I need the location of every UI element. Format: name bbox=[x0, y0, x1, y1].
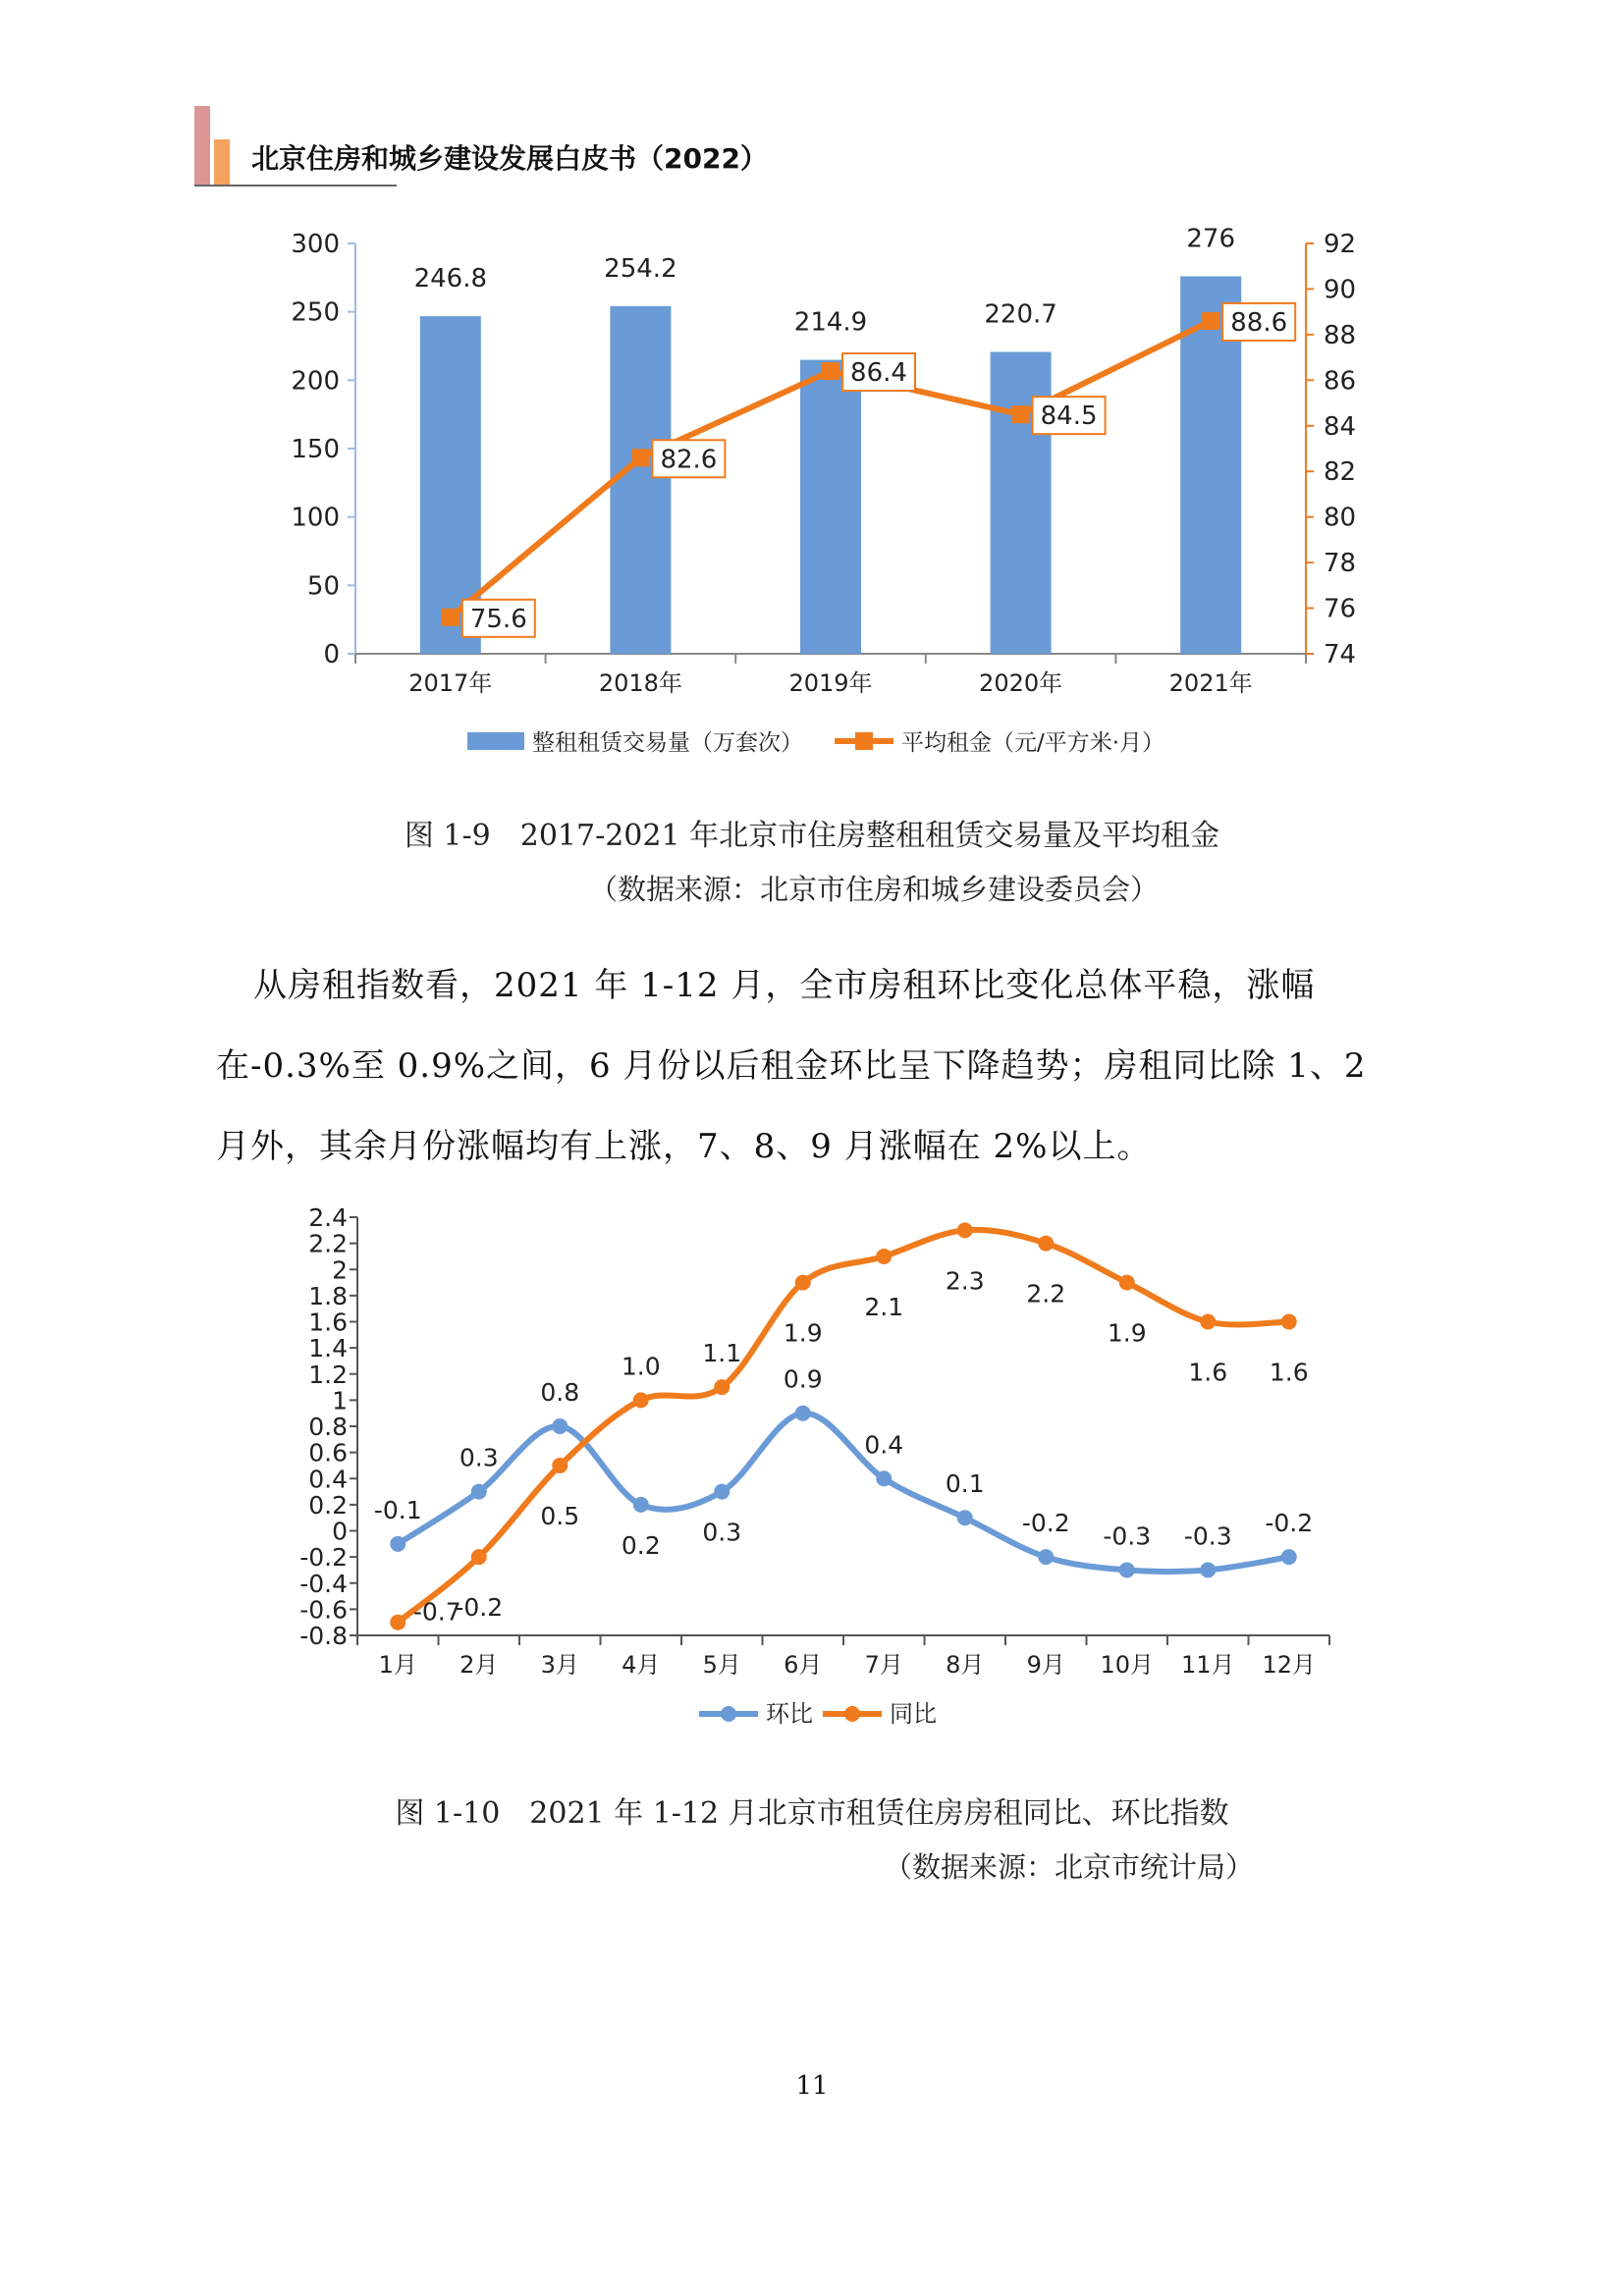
yoy-marker bbox=[390, 1615, 406, 1630]
header-rule bbox=[194, 185, 397, 187]
legend-label: 平均租金（元/平方米·月） bbox=[901, 730, 1165, 756]
y-right-tick-label: 74 bbox=[1324, 640, 1357, 669]
yoy-marker bbox=[471, 1549, 487, 1565]
mom-data-label: -0.3 bbox=[1103, 1522, 1152, 1551]
mom-marker bbox=[471, 1484, 487, 1500]
mom-marker bbox=[957, 1510, 973, 1525]
rent-marker bbox=[631, 449, 649, 466]
mom-data-label: 0.4 bbox=[864, 1430, 904, 1460]
mom-marker bbox=[795, 1406, 811, 1421]
rent-marker bbox=[442, 609, 460, 626]
mom-data-label: -0.2 bbox=[1265, 1509, 1314, 1538]
y-left-tick-label: 100 bbox=[291, 503, 340, 533]
paragraph-line-1: 从房租指数看，2021 年 1-12 月，全市房租环比变化总体平稳，涨幅 bbox=[253, 966, 1316, 1005]
y-tick-label: 1.4 bbox=[308, 1334, 348, 1363]
yoy-line bbox=[398, 1230, 1289, 1623]
mom-marker bbox=[1038, 1549, 1054, 1565]
rent-data-label: 86.4 bbox=[850, 358, 907, 389]
y-tick-label: 0.6 bbox=[308, 1438, 348, 1468]
bar-data-label: 214.9 bbox=[793, 307, 868, 338]
y-tick-label: 0.8 bbox=[308, 1413, 348, 1441]
rent-marker bbox=[822, 362, 839, 380]
mom-marker bbox=[552, 1418, 568, 1434]
figure2-source: （数据来源：北京市统计局） bbox=[884, 1850, 1255, 1884]
paragraph-line-3: 月外，其余月份涨幅均有上涨，7、8、9 月涨幅在 2%以上。 bbox=[216, 1127, 1152, 1166]
header-logo bbox=[194, 106, 234, 185]
figure1-source: （数据来源：北京市住房和城乡建设委员会） bbox=[589, 873, 1160, 906]
bar-data-label: 254.2 bbox=[604, 253, 677, 284]
yoy-marker bbox=[1281, 1314, 1297, 1330]
y-left-tick-label: 0 bbox=[323, 640, 340, 669]
bar-data-label: 220.7 bbox=[984, 299, 1057, 330]
x-tick-label: 2018年 bbox=[598, 669, 682, 697]
mom-marker bbox=[876, 1470, 892, 1486]
x-tick-label: 6月 bbox=[784, 1651, 823, 1679]
y-right-tick-label: 92 bbox=[1324, 230, 1357, 259]
y-right-tick-label: 80 bbox=[1324, 503, 1357, 533]
y-tick-label: 0 bbox=[332, 1517, 348, 1546]
y-left-tick-label: 300 bbox=[291, 230, 340, 259]
legend-swatch-marker bbox=[855, 732, 873, 750]
bar bbox=[610, 306, 671, 654]
mom-marker bbox=[1281, 1549, 1297, 1565]
y-tick-label: 2.2 bbox=[308, 1229, 348, 1258]
y-tick-label: 0.4 bbox=[308, 1465, 348, 1494]
legend-swatch-marker bbox=[721, 1706, 736, 1722]
rent-marker bbox=[1202, 312, 1219, 330]
y-right-tick-label: 86 bbox=[1324, 366, 1357, 397]
mom-data-label: -0.1 bbox=[373, 1495, 422, 1524]
yoy-data-label: 1.1 bbox=[702, 1339, 742, 1368]
x-tick-label: 5月 bbox=[702, 1651, 741, 1679]
legend-swatch-marker bbox=[844, 1706, 860, 1722]
yoy-data-label: -0.7 bbox=[412, 1597, 461, 1627]
yoy-data-label: -0.2 bbox=[455, 1593, 504, 1623]
x-tick-label: 2019年 bbox=[788, 669, 873, 697]
yoy-marker bbox=[795, 1275, 811, 1291]
y-right-tick-label: 76 bbox=[1324, 594, 1357, 624]
header-title: 北京住房和城乡建设发展白皮书（2022） bbox=[251, 142, 768, 175]
mom-marker bbox=[1119, 1562, 1135, 1577]
y-tick-label: 1 bbox=[332, 1386, 348, 1415]
x-tick-label: 12月 bbox=[1262, 1651, 1317, 1679]
yoy-data-label: 1.6 bbox=[1188, 1358, 1228, 1387]
y-tick-label: 0.2 bbox=[308, 1490, 348, 1520]
y-tick-label: -0.2 bbox=[299, 1543, 348, 1573]
yoy-marker bbox=[714, 1379, 730, 1395]
yoy-data-label: 1.9 bbox=[1107, 1318, 1147, 1348]
y-tick-label: 2.4 bbox=[308, 1203, 348, 1232]
rent-marker bbox=[1012, 405, 1030, 423]
mom-marker bbox=[633, 1497, 649, 1513]
chart-rental-volume-and-rent bbox=[0, 226, 1624, 775]
page-number: 11 bbox=[795, 2071, 829, 2101]
y-tick-label: -0.4 bbox=[299, 1569, 348, 1598]
x-tick-label: 3月 bbox=[540, 1651, 579, 1679]
y-tick-label: -0.8 bbox=[299, 1622, 348, 1650]
mom-data-label: 0.2 bbox=[621, 1530, 661, 1560]
figure2-caption: 图 1-10 2021 年 1-12 月北京市租赁住房房租同比、环比指数 bbox=[395, 1796, 1229, 1831]
bar-data-label: 246.8 bbox=[413, 264, 488, 294]
y-left-tick-label: 50 bbox=[306, 571, 340, 602]
yoy-data-label: 2.2 bbox=[1026, 1279, 1066, 1308]
legend-label: 环比 bbox=[766, 1700, 813, 1728]
yoy-data-label: 0.5 bbox=[540, 1501, 580, 1530]
y-tick-label: 2 bbox=[332, 1255, 348, 1285]
chart-rent-index-mom-yoy bbox=[0, 1188, 1624, 1737]
legend-label: 同比 bbox=[890, 1700, 937, 1728]
legend-label: 整租租赁交易量（万套次） bbox=[532, 730, 803, 756]
mom-data-label: 0.8 bbox=[540, 1378, 580, 1407]
legend-swatch-bar bbox=[467, 732, 524, 750]
y-right-tick-label: 90 bbox=[1324, 275, 1357, 305]
yoy-marker bbox=[957, 1222, 973, 1238]
mom-data-label: 0.3 bbox=[702, 1518, 742, 1547]
y-tick-label: -0.6 bbox=[299, 1595, 348, 1625]
y-right-tick-label: 82 bbox=[1324, 457, 1357, 488]
rent-data-label: 88.6 bbox=[1230, 307, 1288, 338]
yoy-data-label: 2.1 bbox=[864, 1292, 904, 1321]
paragraph-line-2: 在-0.3%至 0.9%之间，6 月份以后租金环比呈下降趋势；房租同比除 1、2 bbox=[216, 1046, 1367, 1086]
mom-data-label: 0.9 bbox=[783, 1364, 823, 1394]
mom-data-label: -0.2 bbox=[1021, 1509, 1070, 1538]
y-left-tick-label: 250 bbox=[291, 297, 340, 328]
bar bbox=[800, 360, 861, 654]
x-tick-label: 11月 bbox=[1180, 1651, 1235, 1679]
mom-marker bbox=[1200, 1562, 1216, 1577]
x-tick-label: 2017年 bbox=[408, 669, 493, 697]
rent-data-label: 75.6 bbox=[469, 604, 527, 634]
mom-data-label: 0.1 bbox=[945, 1469, 985, 1499]
yoy-data-label: 2.3 bbox=[945, 1266, 985, 1296]
y-left-tick-label: 150 bbox=[291, 435, 340, 464]
x-tick-label: 4月 bbox=[622, 1651, 661, 1679]
mom-marker bbox=[390, 1536, 406, 1552]
rent-data-label: 82.6 bbox=[660, 445, 718, 475]
logo-bar bbox=[194, 106, 210, 185]
yoy-data-label: 1.0 bbox=[621, 1352, 661, 1381]
y-right-tick-label: 88 bbox=[1324, 320, 1357, 350]
yoy-marker bbox=[876, 1249, 892, 1264]
logo-bar bbox=[214, 139, 230, 185]
bar-data-label: 276 bbox=[1186, 226, 1236, 254]
y-left-tick-label: 200 bbox=[291, 366, 340, 397]
mom-data-label: -0.3 bbox=[1183, 1522, 1232, 1551]
y-tick-label: 1.2 bbox=[308, 1360, 348, 1389]
x-tick-label: 2021年 bbox=[1168, 669, 1253, 697]
mom-data-label: 0.3 bbox=[459, 1443, 499, 1472]
x-tick-label: 2月 bbox=[460, 1651, 499, 1679]
yoy-marker bbox=[633, 1392, 649, 1408]
rent-data-label: 84.5 bbox=[1040, 401, 1098, 432]
figure1-caption: 图 1-9 2017-2021 年北京市住房整租租赁交易量及平均租金 bbox=[404, 819, 1220, 853]
x-tick-label: 7月 bbox=[864, 1651, 903, 1679]
y-tick-label: 1.6 bbox=[308, 1308, 348, 1337]
x-tick-label: 1月 bbox=[378, 1651, 417, 1679]
mom-marker bbox=[714, 1484, 730, 1500]
yoy-data-label: 1.9 bbox=[783, 1318, 823, 1348]
x-tick-label: 9月 bbox=[1026, 1651, 1065, 1679]
yoy-marker bbox=[1200, 1314, 1216, 1330]
yoy-marker bbox=[552, 1458, 568, 1473]
x-tick-label: 2020年 bbox=[979, 669, 1063, 697]
x-tick-label: 10月 bbox=[1100, 1651, 1155, 1679]
yoy-marker bbox=[1119, 1275, 1135, 1291]
y-right-tick-label: 84 bbox=[1324, 411, 1357, 442]
y-right-tick-label: 78 bbox=[1324, 549, 1357, 579]
y-tick-label: 1.8 bbox=[308, 1281, 348, 1310]
x-tick-label: 8月 bbox=[946, 1651, 985, 1679]
yoy-data-label: 1.6 bbox=[1269, 1358, 1309, 1387]
yoy-marker bbox=[1038, 1236, 1054, 1252]
